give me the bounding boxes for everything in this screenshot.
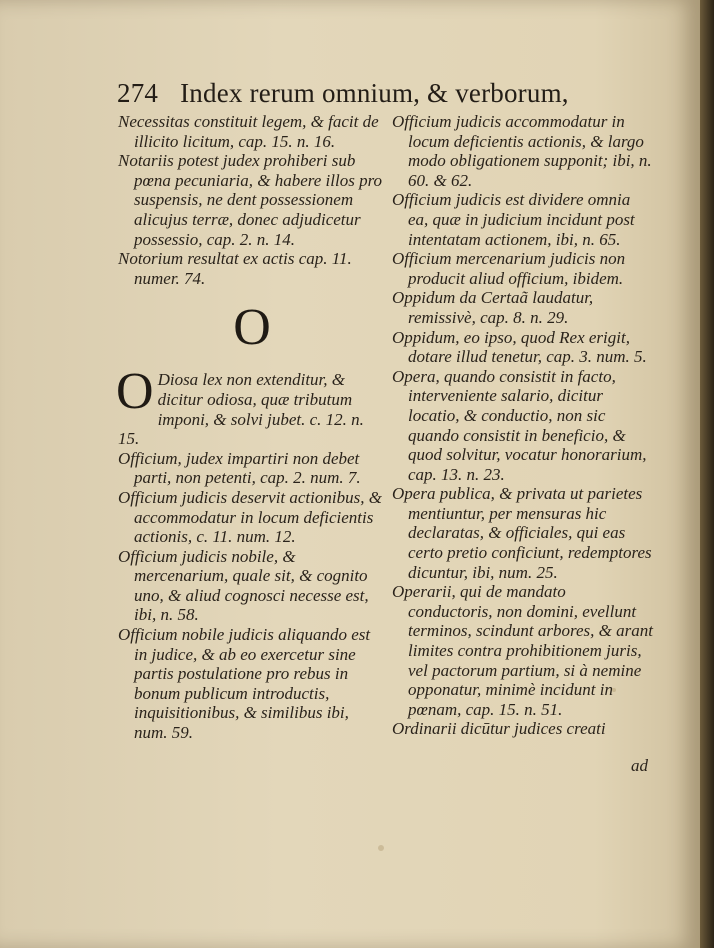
- catchword: ad: [631, 756, 648, 775]
- running-header: [117, 78, 569, 109]
- index-entry: Officium mercenarium judicis non producit aliud officium, ibidem.: [392, 249, 626, 288]
- paper-spot: [612, 688, 616, 692]
- index-entry: Officium, judex impartiri non debet parti, non petenti, cap. 2. num. 7.: [118, 448, 361, 488]
- index-entry: Oppidum da Certaã laudatur, remissivè, cap. 8. n. 29.: [392, 288, 594, 327]
- index-entry: Officium judicis est dividere omnia ea, quæ in judicium incidunt post intentatam actionem, ibi, n. 65.: [392, 190, 635, 249]
- index-entry-dropcap: [116, 363, 386, 449]
- index-entry: Notariis potest judex prohiberi sub pœna pecuniaria, & habere illos pro suspensis, ne dent possessionem alicujus terræ, donec adjudicetur possessio, cap. 2. n. 14.: [118, 151, 383, 249]
- dropcap-entry-text: Diosa lex non extenditur, & dicitur odiosa, quæ tributum imponi, & solvi jubet. c. 12. n. 15.: [118, 370, 364, 449]
- index-entry: Officium nobile judicis aliquando est in judice, & ab eo exercetur sine partis postulatione pro rebus in bonum publicum introductis, inquisitionibus, & similibus ibi, num. 59.: [118, 625, 371, 743]
- index-entry: Officium judicis accommodatur in locum deficientis actionis, & largo modo obligationem supponit; ibi, n. 60. & 62.: [392, 112, 652, 190]
- header-title: Index rerum omnium, & verborum,: [180, 78, 569, 108]
- paper-spot: [378, 845, 384, 851]
- index-entry: Notorium resultat ex actis cap. 11. numer. 74.: [118, 249, 352, 288]
- index-entry: Necessitas constituit legem, & facit de illicito licitum, cap. 15. n. 16.: [118, 112, 379, 151]
- index-entry: Operarii, qui de mandato conductoris, non domini, evellunt terminos, scindunt arbores, & arant limites contra prohibitionem juris, vel pactorum partium, si à nemine opponatur, minimè incidunt in pœnam, cap. 15. n. 51.: [392, 582, 653, 719]
- index-entry: Opera publica, & privata ut parietes mentiuntur, per mensuras hic declaratas, & officiales, qui eas certo pretio conficiunt, redemptores dicuntur, ibi, num. 25.: [392, 484, 652, 582]
- section-letter: O: [233, 299, 271, 357]
- index-entry: Ordinarii dicūtur judices creati: [392, 719, 606, 739]
- left-column: [118, 112, 386, 743]
- index-entry: Oppidum, eo ipso, quod Rex erigit, dotare illud tenetur, cap. 3. num. 5.: [392, 327, 647, 367]
- dropcap-letter: O: [116, 363, 154, 421]
- index-entry: Opera, quando consistit in facto, interveniente salario, dicitur locatio, & conductio, non sic quando consistit in beneficio, & quod solvitur, vocatur honorarium, cap. 13. n. 23.: [392, 366, 647, 484]
- page-number: 274: [117, 78, 159, 108]
- index-entry: Officium judicis deservit actionibus, & accommodatur in locum deficientis actionis, c. 11. num. 12.: [118, 487, 382, 547]
- index-entry: Officium judicis nobile, & mercenarium, quale sit, & cognito uno, & aliud cognosci necesse est, ibi, n. 58.: [118, 546, 369, 625]
- page-edge: [700, 0, 714, 948]
